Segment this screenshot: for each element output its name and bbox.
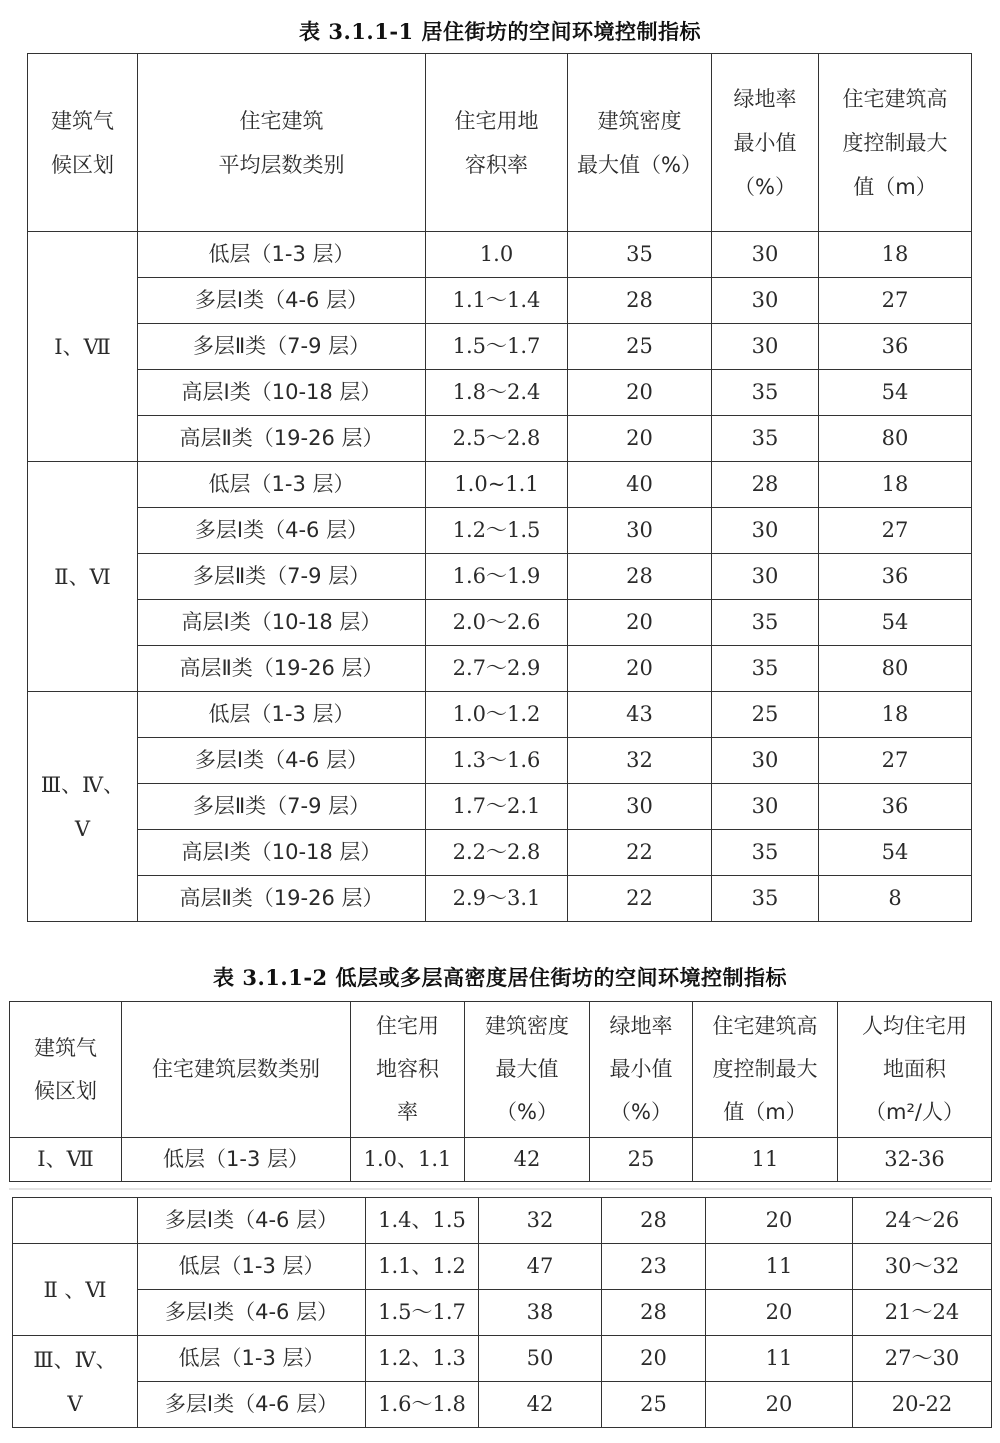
height-cell: 20 xyxy=(706,1198,853,1244)
plot-ratio-cell: 1.5～1.7 xyxy=(366,1290,479,1336)
density-cell: 50 xyxy=(479,1336,602,1382)
table2-title: 表 3.1.1-2 低层或多层高密度居住街坊的空间环境控制指标 xyxy=(213,965,787,990)
plot-ratio-cell: 1.4、1.5 xyxy=(366,1198,479,1244)
table-row xyxy=(28,692,972,738)
header-floor-category: 住宅建筑层数类别 xyxy=(122,1002,351,1138)
plot-ratio-cell: 1.3～1.6 xyxy=(426,738,568,784)
table-row xyxy=(28,324,972,370)
density-cell: 42 xyxy=(465,1138,590,1182)
green-ratio-cell: 35 xyxy=(712,600,819,646)
green-ratio-cell: 23 xyxy=(602,1244,706,1290)
table-row xyxy=(28,278,972,324)
category-cell: 多层Ⅱ类（7-9 层） xyxy=(138,554,426,600)
header-green-ratio: 绿地率 最小值 （%） xyxy=(712,54,819,232)
plot-ratio-cell: 2.9～3.1 xyxy=(426,876,568,922)
category-cell: 低层（1-3 层） xyxy=(138,462,426,508)
zone-cell: Ⅱ、Ⅵ xyxy=(28,462,138,692)
green-ratio-cell: 30 xyxy=(712,784,819,830)
plot-ratio-cell: 1.2、1.3 xyxy=(366,1336,479,1382)
category-cell: 低层（1-3 层） xyxy=(138,1244,366,1290)
header-land-per-capita: 人均住宅用 地面积 （m²/人） xyxy=(838,1002,992,1138)
plot-ratio-cell: 1.6～1.9 xyxy=(426,554,568,600)
table-row xyxy=(13,1290,992,1336)
density-cell: 43 xyxy=(568,692,712,738)
green-ratio-cell: 30 xyxy=(712,324,819,370)
land-per-capita-cell: 27～30 xyxy=(853,1336,992,1382)
green-ratio-cell: 30 xyxy=(712,232,819,278)
height-cell: 20 xyxy=(706,1290,853,1336)
height-cell: 54 xyxy=(819,600,972,646)
density-cell: 20 xyxy=(568,370,712,416)
density-cell: 32 xyxy=(568,738,712,784)
density-cell: 42 xyxy=(479,1382,602,1428)
category-cell: 低层（1-3 层） xyxy=(138,1336,366,1382)
table-row xyxy=(13,1244,992,1290)
header-plot-ratio: 住宅用 地容积 率 xyxy=(351,1002,465,1138)
zone-cell: Ⅰ、Ⅶ xyxy=(10,1138,122,1182)
zone-cell: Ⅱ 、Ⅵ xyxy=(13,1244,138,1336)
header-plot-ratio: 住宅用地 容积率 xyxy=(426,54,568,232)
height-cell: 54 xyxy=(819,830,972,876)
height-cell: 27 xyxy=(819,738,972,784)
header-green-ratio: 绿地率 最小值 （%） xyxy=(590,1002,693,1138)
density-cell: 20 xyxy=(568,600,712,646)
plot-ratio-cell: 1.6～1.8 xyxy=(366,1382,479,1428)
height-cell: 80 xyxy=(819,646,972,692)
green-ratio-cell: 35 xyxy=(712,830,819,876)
zone-cell-empty xyxy=(13,1198,138,1244)
land-per-capita-cell: 32-36 xyxy=(838,1138,992,1182)
table2-top xyxy=(9,1001,992,1182)
table2-bottom xyxy=(12,1197,992,1428)
category-cell: 多层Ⅰ类（4-6 层） xyxy=(138,278,426,324)
table-row xyxy=(28,830,972,876)
land-per-capita-cell: 30～32 xyxy=(853,1244,992,1290)
header-building-density: 建筑密度 最大值（%） xyxy=(568,54,712,232)
page-break-line xyxy=(9,1188,991,1190)
category-cell: 高层Ⅱ类（19-26 层） xyxy=(138,876,426,922)
table1 xyxy=(27,53,972,922)
height-cell: 18 xyxy=(819,232,972,278)
green-ratio-cell: 20 xyxy=(602,1336,706,1382)
category-cell: 多层Ⅰ类（4-6 层） xyxy=(138,738,426,784)
density-cell: 22 xyxy=(568,830,712,876)
category-cell: 多层Ⅰ类（4-6 层） xyxy=(138,508,426,554)
table-row xyxy=(13,1382,992,1428)
category-cell: 低层（1-3 层） xyxy=(122,1138,351,1182)
header-climate-zone: 建筑气 候区划 xyxy=(28,54,138,232)
density-cell: 25 xyxy=(568,324,712,370)
plot-ratio-cell: 1.0~1.1 xyxy=(426,462,568,508)
zone-cell: Ⅲ、Ⅳ、 Ⅴ xyxy=(28,692,138,922)
category-cell: 高层Ⅰ类（10-18 层） xyxy=(138,600,426,646)
table-row xyxy=(28,784,972,830)
land-per-capita-cell: 20-22 xyxy=(853,1382,992,1428)
density-cell: 35 xyxy=(568,232,712,278)
height-cell: 36 xyxy=(819,324,972,370)
table-row xyxy=(28,876,972,922)
plot-ratio-cell: 1.0 xyxy=(426,232,568,278)
table-row xyxy=(28,232,972,278)
table-row xyxy=(28,508,972,554)
green-ratio-cell: 30 xyxy=(712,738,819,784)
header-climate-zone: 建筑气 候区划 xyxy=(10,1002,122,1138)
height-cell: 18 xyxy=(819,462,972,508)
land-per-capita-cell: 24～26 xyxy=(853,1198,992,1244)
density-cell: 22 xyxy=(568,876,712,922)
plot-ratio-cell: 2.2～2.8 xyxy=(426,830,568,876)
green-ratio-cell: 30 xyxy=(712,508,819,554)
height-cell: 27 xyxy=(819,278,972,324)
plot-ratio-cell: 1.2～1.5 xyxy=(426,508,568,554)
green-ratio-cell: 25 xyxy=(602,1382,706,1428)
density-cell: 28 xyxy=(568,554,712,600)
plot-ratio-cell: 1.0～1.2 xyxy=(426,692,568,738)
table-row xyxy=(13,1198,992,1244)
header-height-limit: 住宅建筑高 度控制最大 值（m） xyxy=(819,54,972,232)
density-cell: 30 xyxy=(568,508,712,554)
height-cell: 18 xyxy=(819,692,972,738)
height-cell: 20 xyxy=(706,1382,853,1428)
green-ratio-cell: 35 xyxy=(712,370,819,416)
zone-cell: Ⅲ、Ⅳ、 Ⅴ xyxy=(13,1336,138,1428)
height-cell: 36 xyxy=(819,784,972,830)
table2-header-row xyxy=(10,1002,992,1138)
table-row xyxy=(13,1336,992,1382)
table1-header-row xyxy=(28,54,972,232)
green-ratio-cell: 28 xyxy=(712,462,819,508)
green-ratio-cell: 28 xyxy=(602,1198,706,1244)
category-cell: 高层Ⅰ类（10-18 层） xyxy=(138,830,426,876)
height-cell: 36 xyxy=(819,554,972,600)
table-row xyxy=(28,462,972,508)
category-cell: 多层Ⅰ类（4-6 层） xyxy=(138,1382,366,1428)
plot-ratio-cell: 1.1、1.2 xyxy=(366,1244,479,1290)
density-cell: 40 xyxy=(568,462,712,508)
header-building-density: 建筑密度 最大值 （%） xyxy=(465,1002,590,1138)
category-cell: 低层（1-3 层） xyxy=(138,232,426,278)
plot-ratio-cell: 1.0、1.1 xyxy=(351,1138,465,1182)
density-cell: 20 xyxy=(568,646,712,692)
height-cell: 8 xyxy=(819,876,972,922)
table-row xyxy=(28,600,972,646)
land-per-capita-cell: 21～24 xyxy=(853,1290,992,1336)
header-height-limit: 住宅建筑高 度控制最大 值（m） xyxy=(693,1002,838,1138)
category-cell: 多层Ⅰ类（4-6 层） xyxy=(138,1290,366,1336)
green-ratio-cell: 25 xyxy=(712,692,819,738)
category-cell: 多层Ⅱ类（7-9 层） xyxy=(138,324,426,370)
density-cell: 32 xyxy=(479,1198,602,1244)
table-row xyxy=(28,416,972,462)
plot-ratio-cell: 1.1～1.4 xyxy=(426,278,568,324)
density-cell: 30 xyxy=(568,784,712,830)
green-ratio-cell: 30 xyxy=(712,278,819,324)
plot-ratio-cell: 2.7～2.9 xyxy=(426,646,568,692)
plot-ratio-cell: 1.7～2.1 xyxy=(426,784,568,830)
green-ratio-cell: 35 xyxy=(712,646,819,692)
plot-ratio-cell: 2.5～2.8 xyxy=(426,416,568,462)
green-ratio-cell: 30 xyxy=(712,554,819,600)
green-ratio-cell: 35 xyxy=(712,416,819,462)
plot-ratio-cell: 1.5～1.7 xyxy=(426,324,568,370)
header-floor-category: 住宅建筑 平均层数类别 xyxy=(138,54,426,232)
table-row xyxy=(28,370,972,416)
table-row xyxy=(28,646,972,692)
height-cell: 11 xyxy=(706,1244,853,1290)
category-cell: 多层Ⅱ类（7-9 层） xyxy=(138,784,426,830)
density-cell: 28 xyxy=(568,278,712,324)
green-ratio-cell: 35 xyxy=(712,876,819,922)
table1-title: 表 3.1.1-1 居住街坊的空间环境控制指标 xyxy=(299,19,701,44)
height-cell: 11 xyxy=(693,1138,838,1182)
green-ratio-cell: 28 xyxy=(602,1290,706,1336)
density-cell: 47 xyxy=(479,1244,602,1290)
height-cell: 80 xyxy=(819,416,972,462)
category-cell: 高层Ⅰ类（10-18 层） xyxy=(138,370,426,416)
height-cell: 11 xyxy=(706,1336,853,1382)
plot-ratio-cell: 2.0～2.6 xyxy=(426,600,568,646)
density-cell: 20 xyxy=(568,416,712,462)
category-cell: 低层（1-3 层） xyxy=(138,692,426,738)
height-cell: 27 xyxy=(819,508,972,554)
green-ratio-cell: 25 xyxy=(590,1138,693,1182)
table-row xyxy=(10,1138,992,1182)
category-cell: 高层Ⅱ类（19-26 层） xyxy=(138,416,426,462)
category-cell: 多层Ⅰ类（4-6 层） xyxy=(138,1198,366,1244)
height-cell: 54 xyxy=(819,370,972,416)
category-cell: 高层Ⅱ类（19-26 层） xyxy=(138,646,426,692)
zone-cell: Ⅰ、Ⅶ xyxy=(28,232,138,462)
table-row xyxy=(28,738,972,784)
plot-ratio-cell: 1.8～2.4 xyxy=(426,370,568,416)
table-row xyxy=(28,554,972,600)
density-cell: 38 xyxy=(479,1290,602,1336)
